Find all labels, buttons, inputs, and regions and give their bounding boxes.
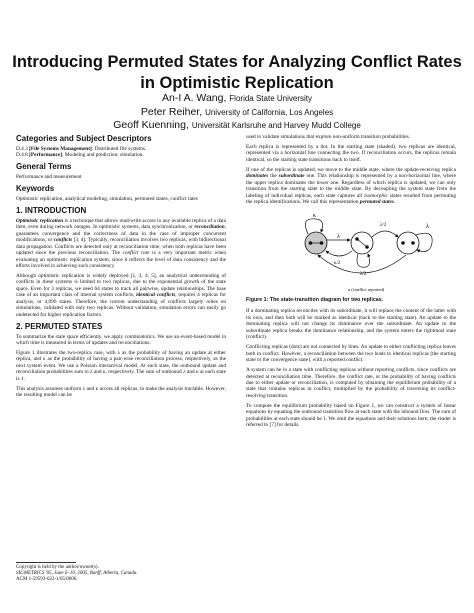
intro-heading: 1. INTRODUCTION (16, 206, 87, 216)
right-paragraph-2 (246, 167, 456, 206)
permuted-paragraph-1: To summarize the state space efficiently, we apply combinatorics. We use an event-based model in which time is measured in terms of updates and reconciliations. (16, 333, 226, 347)
author-block (0, 92, 474, 133)
general-terms-heading: General Terms (16, 162, 72, 172)
label-kappa-middle: κ/2 (334, 261, 341, 267)
keywords: Optimistic replication, analytical modeling, simulation, permuted states, conflict rates (16, 195, 198, 202)
state-diagram (286, 209, 436, 295)
text: states resulted from permuting the replica identifications. We call this representation (246, 192, 456, 206)
text: one. This relationship is represented by a non-horizontal line, where the upper replica dominates the lower one. Regardless of which replica is updated, we can only transition from the starting state to the middle state. By decoupling the system state from the labeling of individual replicas, each state captures all (246, 173, 456, 199)
label-kappa-start: κ (313, 213, 317, 220)
text: Although optimistic replication is widely deployed [1, 3, 4, 5], an analytical understanding of conflicts in these systems is limited to two replicas, due to the exponential growth of the state space. Even for 3 replicas, we need 64 states to track all pairwise, update relationships. The base case of an important class of internal system conflicts, (16, 272, 226, 299)
right-paragraph-5: A system can be in a state with conflicting replicas without reporting conflicts, since conflicts are detected at reconciliation time. Therefore, the conflict rate, or the probability of having conflicts due to either update or reconciliation, is computed by obtaining the equilibrium probability of a state that contains replicas in conflict, multiplied by the probability of traversing its conflict-resolving transition. (246, 367, 456, 399)
right-paragraph-1: Each replica is represented by a dot. In the starting state (shaded), two replicas are identical, represented via a horizontal line connecting the two. If reconciliation occurs, the replicas remain identical, so the starting state transitions back to itself. (246, 143, 456, 163)
text: is a very important metric when evaluating an optimistic replication system, since it reflects the level of data consistency and the efforts involved in achieving such consistency. (16, 250, 226, 269)
title-line-2: in Optimistic Replication (140, 74, 334, 92)
author-affiliation: University of California, Los Angeles (205, 107, 334, 117)
text: is a technique that allows read/write access to any available replica of a data item, even during network outages. In optimistic systems, data synchronization, or (16, 217, 226, 231)
state-middle (351, 232, 373, 254)
label-conflict-reported: κ (conflict reported) (348, 287, 385, 293)
acm-line: ACM 1-59593-022-1/05/0006. (16, 577, 78, 583)
category-2 (16, 152, 226, 158)
state-transition-figure (246, 209, 456, 295)
label-lambda-to-conflict: λ/2 (380, 223, 387, 229)
text: , requires 4 replicas for analysis, or 4,096 states. Therefore, the current understanding of conflicts largely relies on simulations, validated with only two replicas. Without validation, simulation errors can easily go undetected for higher replication factors. (16, 292, 227, 318)
text: [3, 4]. Typically, reconciliation involves two replicas, with bidirectional data propagation. Conflicts are detected only at reconciliation time, when both replicas have been updated since the previous reconciliation. The (16, 237, 227, 257)
author-affiliation: Universität Karlsruhe and Harvey Mudd College (191, 121, 361, 130)
permuted-paragraph-3: This analysis assumes uniform λ and κ across all replicas, to make the analysis tractable. However, the resulting model can be (16, 385, 226, 399)
self-loop-middle (357, 254, 370, 267)
label-lambda-conflict: λ (426, 224, 429, 231)
term: identical conflicts (136, 292, 176, 299)
title-line-1: Introducing Permuted States for Analyzing Conflict Rates (12, 53, 462, 71)
footnote-rule (16, 562, 76, 563)
author-3 (0, 119, 474, 133)
categories-heading: Categories and Subject Descriptors (16, 134, 152, 143)
term: isomorphic (364, 192, 388, 199)
category-id: D.4.3 (16, 145, 28, 152)
category-desc: : Distributed file systems. (91, 145, 147, 152)
label-lambda-middle: λ/2 (360, 272, 367, 278)
text: the (268, 173, 279, 180)
author-1 (0, 92, 474, 106)
author-2 (0, 106, 474, 120)
text: . (393, 199, 396, 206)
state-conflict (397, 232, 419, 254)
intro-paragraph-1 (16, 218, 226, 270)
transition-conflict-to-start (318, 255, 406, 273)
keywords-heading: Keywords (16, 184, 55, 194)
copyright-line: Copyright is held by the author/owner(s). (16, 565, 99, 570)
permuted-paragraph-2: Figure 1 illustrates the two-replica case, with λ as the probability of having an update at either replica, and κ as the probability of having a pair-wise reconciliation process, respectively, as the next system event. We use a Poisson interarrival model. At each state, the outbound update and reconciliation probabilities sum to λ and κ, respectively. The sum of outbound λ and κ at each state is 1. (16, 350, 226, 382)
term: subordinate (278, 173, 305, 180)
right-paragraph-0: used to validate simulations that explore non-uniform transition probabilities. (246, 134, 411, 140)
intro-paragraph-2 (16, 273, 226, 318)
text: If one of the replicas is updated, we move to the middle state, where the update-receiving replica (246, 166, 456, 173)
term: permuted states (359, 199, 394, 206)
category-desc: : Modeling and prediction; simulation. (62, 151, 144, 158)
author-name: Geoff Kuenning, (113, 119, 189, 131)
label-lambda-start: λ (337, 234, 340, 241)
transition-middle-to-conflict (372, 231, 398, 237)
text: , guarantees convergence and the correctness of data in the case of improper concurrent modifications, or (16, 224, 226, 244)
conference-text: SIGMETRICS '05, June 6–10, 2005, Banff, Alberta, Canada. (16, 571, 138, 577)
paper-title (0, 52, 474, 94)
self-loop-start (305, 219, 322, 234)
term: conflicts (53, 237, 73, 244)
author-name: An-I A. Wang, (161, 92, 227, 104)
state-start (305, 232, 327, 254)
author-affiliation: Florida State University (229, 94, 312, 103)
figure-caption: Figure 1: The state-transition diagram for two replicas. (246, 297, 384, 304)
term: conflict rate (122, 250, 150, 257)
right-paragraph-4: Conflicting replicas (dots) are not connected by lines. An update to either conflicting replica leaves both in conflict. However, a reconciliation between the two leads to identical replicas (the starting state or the convergence state), with a reported conflict. (246, 344, 456, 364)
right-paragraph-6: To compute the equilibrium probability based on Figure 1, we can construct a system of linear equations by equating the outbound transition flow at each state with the inbound flow. The sum of probabilities at each state should be 1. We omit the equations and their solutions here; the reader is referred to [7] for details. (246, 402, 456, 429)
right-column (246, 134, 456, 432)
left-column (16, 134, 226, 402)
category-name: [File Systems Management] (29, 145, 92, 152)
term: Optimistic replication (16, 217, 64, 224)
copyright-notice (16, 562, 216, 584)
permuted-states-heading: 2. PERMUTED STATES (16, 322, 103, 332)
term: dominates (246, 173, 269, 180)
term: reconciliation (194, 224, 225, 231)
general-terms: Performance and measurement (16, 173, 82, 180)
category-id: D.4.8 (16, 151, 28, 158)
category-name: [Performance] (29, 151, 63, 158)
right-paragraph-3: If a dominating replica reconciles with its subordinate, it will replace the content of the latter with its own, and then both will be marked as identical (back to the starting state). An update to the dominating replica will not change its dominance over the subordinate. An update to the subordinate replica breaks the dominance relationship, and the system enters the rightmost state (conflict). (246, 308, 456, 341)
transition-middle-to-start (326, 251, 352, 256)
author-name: Peter Reiher, (140, 105, 203, 118)
